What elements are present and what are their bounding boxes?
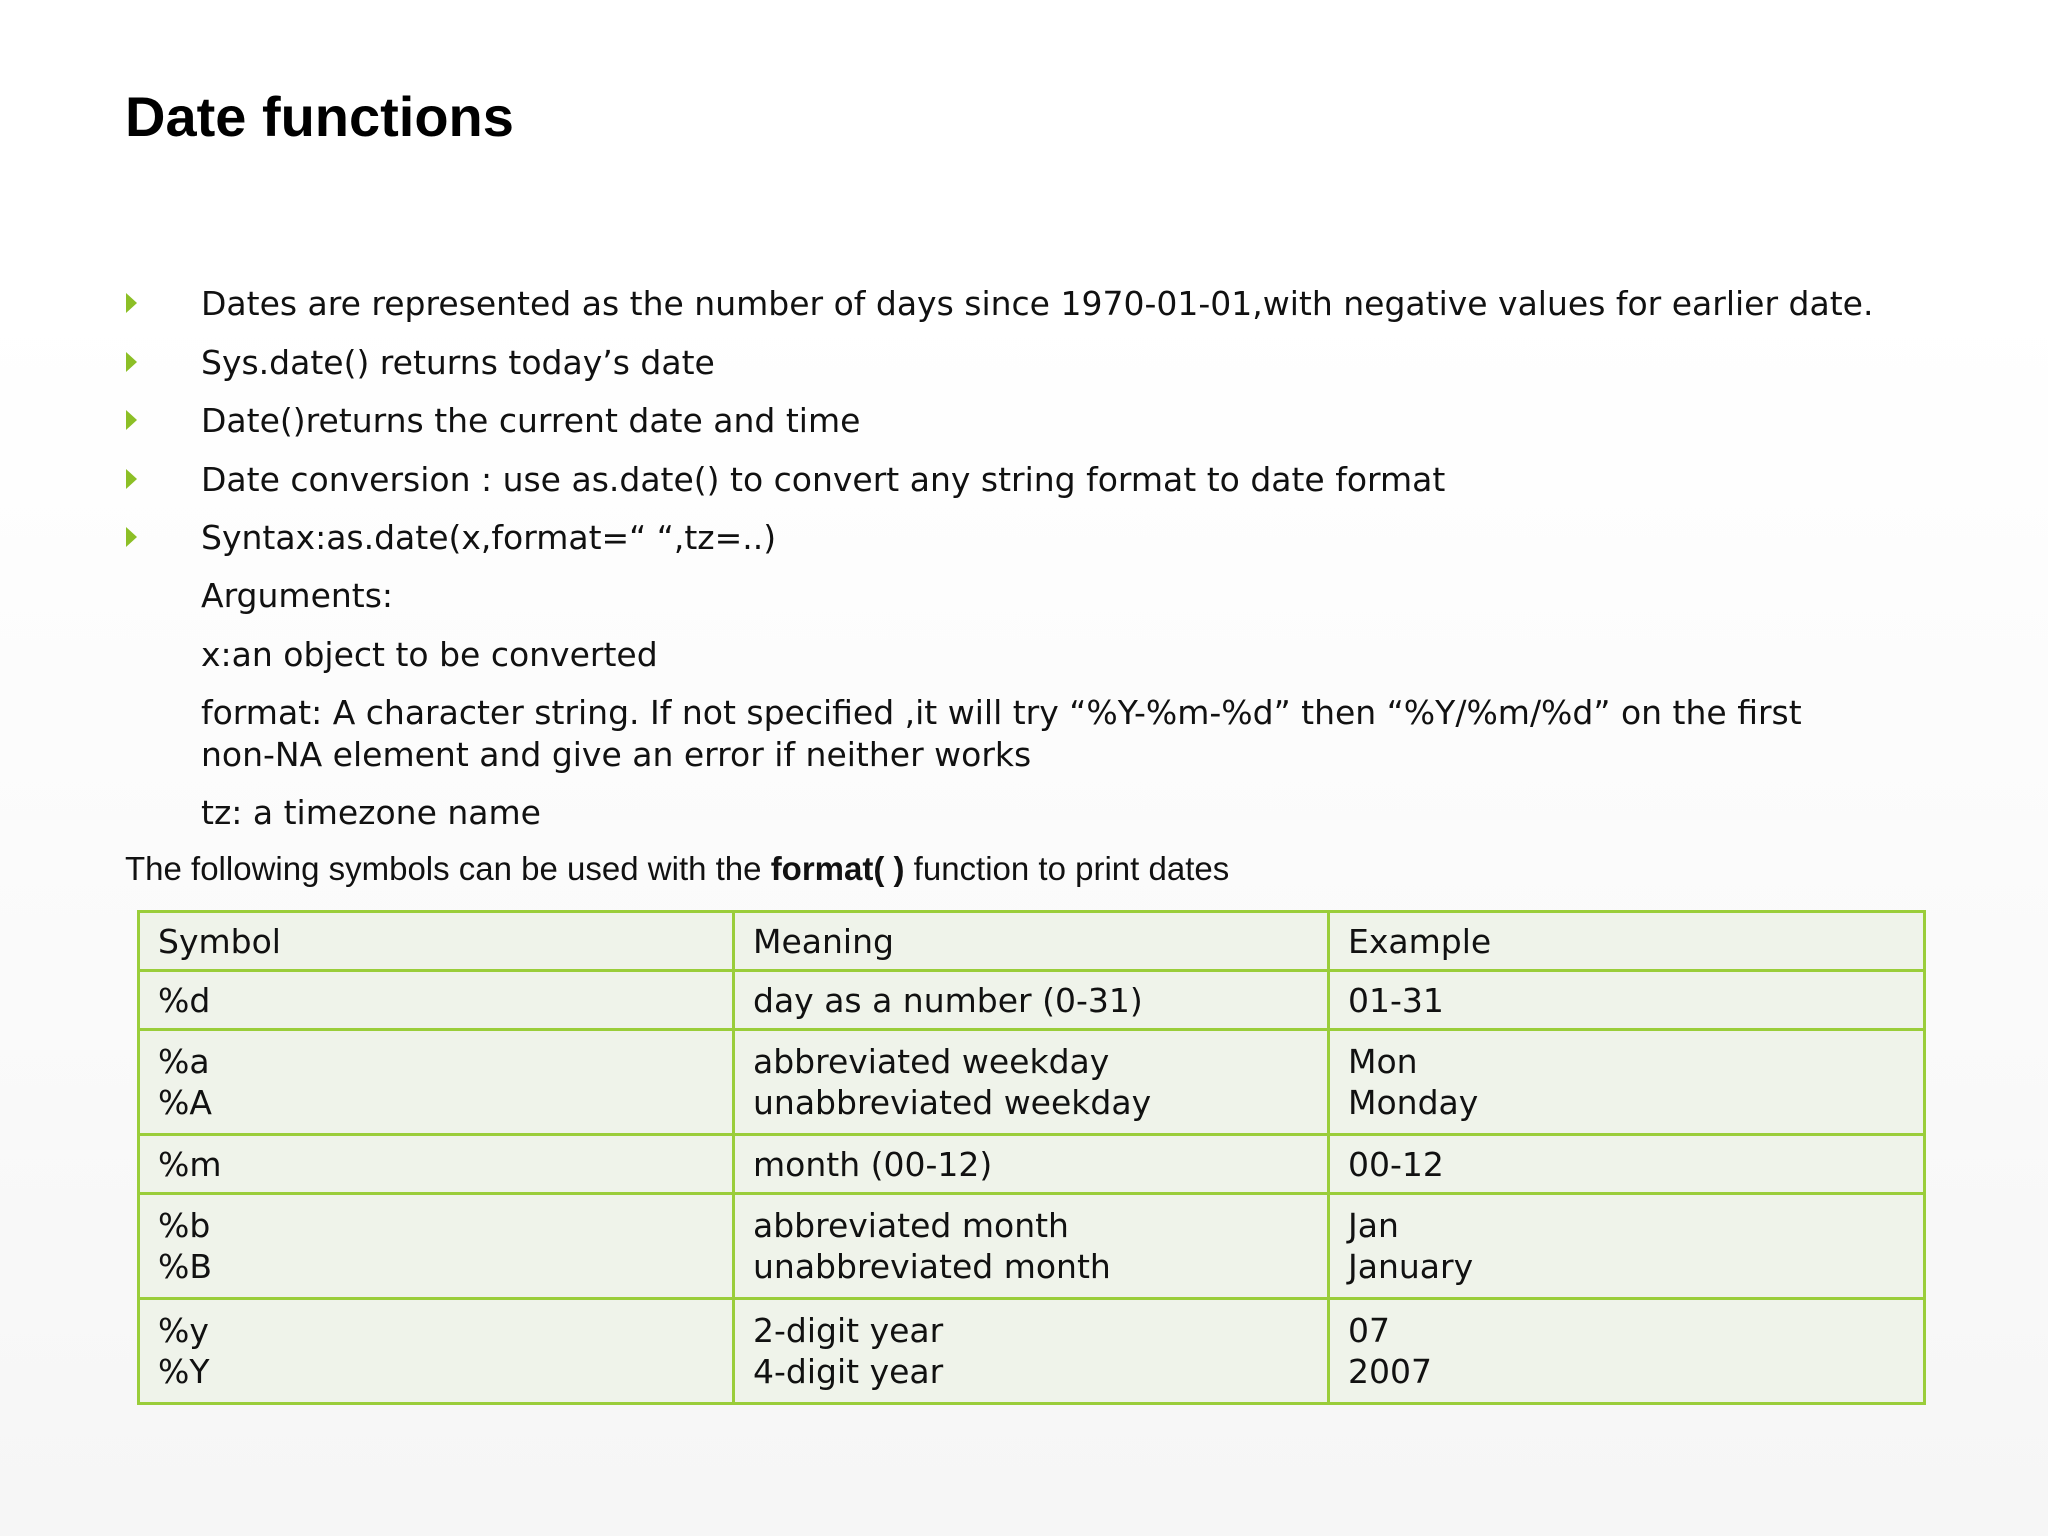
- cell-line: Monday: [1348, 1083, 1479, 1122]
- cell-line: Mon: [1348, 1042, 1418, 1081]
- table-row: [139, 1135, 1925, 1194]
- table-header-row: [139, 912, 1925, 971]
- bullet-text: Sys.date() returns today’s date: [201, 343, 715, 382]
- column-header-example: Example: [1329, 912, 1925, 971]
- cell-line: %d: [158, 980, 211, 1020]
- column-header-meaning: Meaning: [734, 912, 1329, 971]
- bullet-text: Date()returns the current date and time: [201, 401, 861, 440]
- triangle-bullet-icon: [126, 469, 137, 489]
- triangle-bullet-icon: [126, 352, 137, 372]
- meaning-cell: [734, 971, 1329, 1030]
- bullet-text: Date conversion : use as.date() to convert any string format to date format: [201, 460, 1446, 499]
- triangle-bullet-icon: [126, 410, 137, 430]
- bullet-text: Syntax:as.date(x,format=“ “,tz=..): [201, 518, 777, 557]
- format-symbols-intro: [125, 848, 1229, 890]
- symbol-cell: [139, 1135, 734, 1194]
- example-cell: [1329, 1299, 1925, 1404]
- cell-line: %a: [158, 1042, 210, 1081]
- cell-line: month (00-12): [753, 1144, 993, 1184]
- cell-line: 07: [1348, 1311, 1390, 1350]
- triangle-bullet-icon: [126, 527, 137, 547]
- intro-text-before: The following symbols can be used with the: [125, 850, 771, 887]
- cell-line: 2007: [1348, 1352, 1432, 1391]
- table-row: [139, 1194, 1925, 1299]
- symbol-cell: [139, 1299, 734, 1404]
- example-cell: [1329, 1194, 1925, 1299]
- cell-line: unabbreviated weekday: [753, 1083, 1152, 1122]
- slide-title: Date functions: [125, 85, 514, 148]
- symbol-cell: [139, 1194, 734, 1299]
- cell-line: %y: [158, 1311, 209, 1350]
- cell-line: %m: [158, 1144, 222, 1184]
- intro-function-name: format( ): [770, 850, 905, 887]
- symbol-cell: [139, 1030, 734, 1135]
- meaning-cell: [734, 1135, 1329, 1194]
- meaning-cell: [734, 1299, 1329, 1404]
- cell-line: day as a number (0-31): [753, 980, 1143, 1020]
- table-row: [139, 1030, 1925, 1135]
- table-row: [139, 971, 1925, 1030]
- bullet-text: Arguments:: [201, 576, 394, 615]
- bullet-text: tz: a timezone name: [201, 793, 541, 832]
- meaning-cell: [734, 1030, 1329, 1135]
- cell-line: 4-digit year: [753, 1352, 944, 1391]
- table-row: [139, 1299, 1925, 1404]
- cell-line: unabbreviated month: [753, 1247, 1111, 1286]
- cell-line: 2-digit year: [753, 1311, 944, 1350]
- meaning-cell: [734, 1194, 1329, 1299]
- cell-line: %A: [158, 1083, 212, 1122]
- bullet-text: x:an object to be converted: [201, 635, 658, 674]
- triangle-bullet-icon: [126, 293, 137, 313]
- bullet-text: Dates are represented as the number of days since 1970-01-01,with negative values for earlier date.: [201, 284, 1874, 323]
- format-symbols-table: [137, 910, 1926, 1405]
- example-cell: [1329, 1030, 1925, 1135]
- example-cell: [1329, 1135, 1925, 1194]
- cell-line: Jan: [1348, 1206, 1399, 1245]
- example-cell: [1329, 971, 1925, 1030]
- cell-line: %Y: [158, 1352, 210, 1391]
- cell-line: abbreviated month: [753, 1206, 1069, 1245]
- symbol-cell: [139, 971, 734, 1030]
- cell-line: abbreviated weekday: [753, 1042, 1110, 1081]
- cell-line: %B: [158, 1247, 212, 1286]
- bullet-text: format: A character string. If not specified ,it will try “%Y-%m-%d” then “%Y/%m/%d” on the first non-NA element and give an error if neither works: [201, 693, 1802, 774]
- cell-line: %b: [158, 1206, 211, 1245]
- cell-line: 01-31: [1348, 980, 1444, 1020]
- intro-text-after: function to print dates: [904, 850, 1230, 887]
- cell-line: January: [1348, 1247, 1474, 1286]
- column-header-symbol: Symbol: [139, 912, 734, 971]
- cell-line: 00-12: [1348, 1144, 1444, 1184]
